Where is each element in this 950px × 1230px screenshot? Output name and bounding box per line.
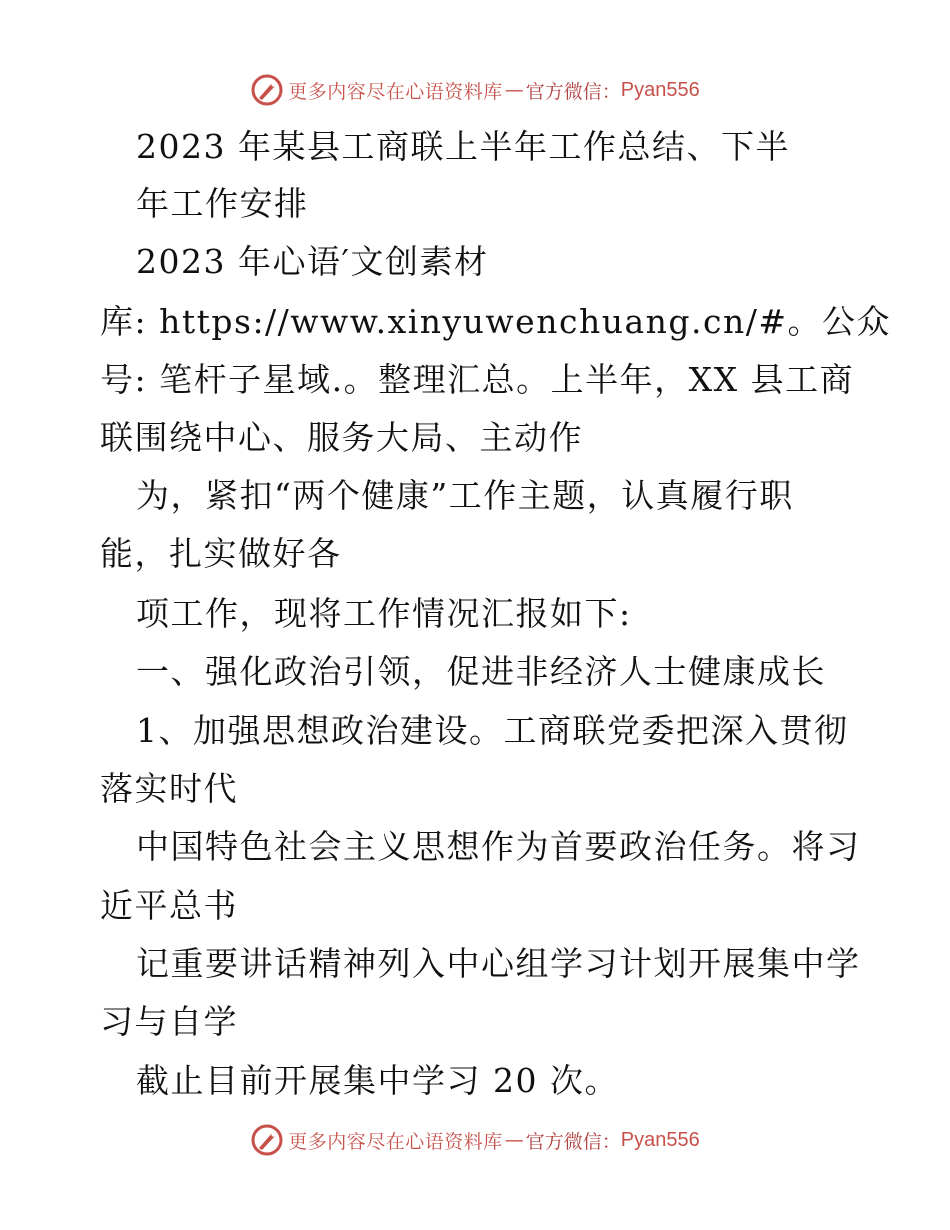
- banner-dash: —: [504, 1129, 524, 1151]
- doc-line: 记重要讲话精神列入中心组学习计划开展集中学: [136, 944, 861, 983]
- doc-line: 中国特色社会主义思想作为首要政治任务。将习: [136, 827, 861, 866]
- doc-line: 落实时代: [100, 769, 238, 808]
- doc-line: 为，紧扣“两个健康”工作主题，认真履行职: [136, 476, 794, 515]
- doc-line: 2023 年某县工商联上半年工作总结、下半: [136, 127, 790, 166]
- doc-line: 年工作安排: [136, 184, 309, 223]
- doc-line: 一、强化政治引领，促进非经济人士健康成长: [136, 652, 826, 691]
- header-banner: [0, 70, 950, 110]
- doc-line: 近平总书: [100, 886, 238, 925]
- banner-wechat-label: 官方微信：: [525, 1130, 621, 1153]
- doc-line: 习与自学: [100, 1002, 238, 1041]
- doc-line: 联围绕中心、服务大局、主动作: [100, 418, 583, 457]
- banner-dash: —: [504, 79, 524, 101]
- doc-line: 项工作，现将工作情况汇报如下:: [136, 594, 632, 633]
- doc-line: 1、加强思想政治建设。工商联党委把深入贯彻: [136, 711, 849, 750]
- doc-line: 号: 笔杆子星域.。整理汇总。上半年，XX 县工商: [100, 360, 855, 399]
- banner-wechat-handle: Pyan556: [620, 78, 700, 101]
- banner-wechat-label: 官方微信：: [525, 80, 621, 103]
- banner-wechat-handle: Pyan556: [620, 1128, 700, 1151]
- doc-line: 库: https://www.xinyuwenchuang.cn/#。公众: [100, 302, 891, 341]
- doc-line: 2023 年心语′文创素材: [136, 242, 489, 281]
- banner-text: 更多内容尽在心语资料库: [288, 1130, 503, 1153]
- banner-text: 更多内容尽在心语资料库: [288, 80, 503, 103]
- doc-line: 截止目前开展集中学习 20 次。: [136, 1061, 619, 1100]
- pen-seal-logo-icon: [250, 1123, 284, 1157]
- doc-line: 能，扎实做好各: [100, 534, 342, 573]
- footer-banner: [0, 1120, 950, 1160]
- pen-seal-logo-icon: [250, 73, 284, 107]
